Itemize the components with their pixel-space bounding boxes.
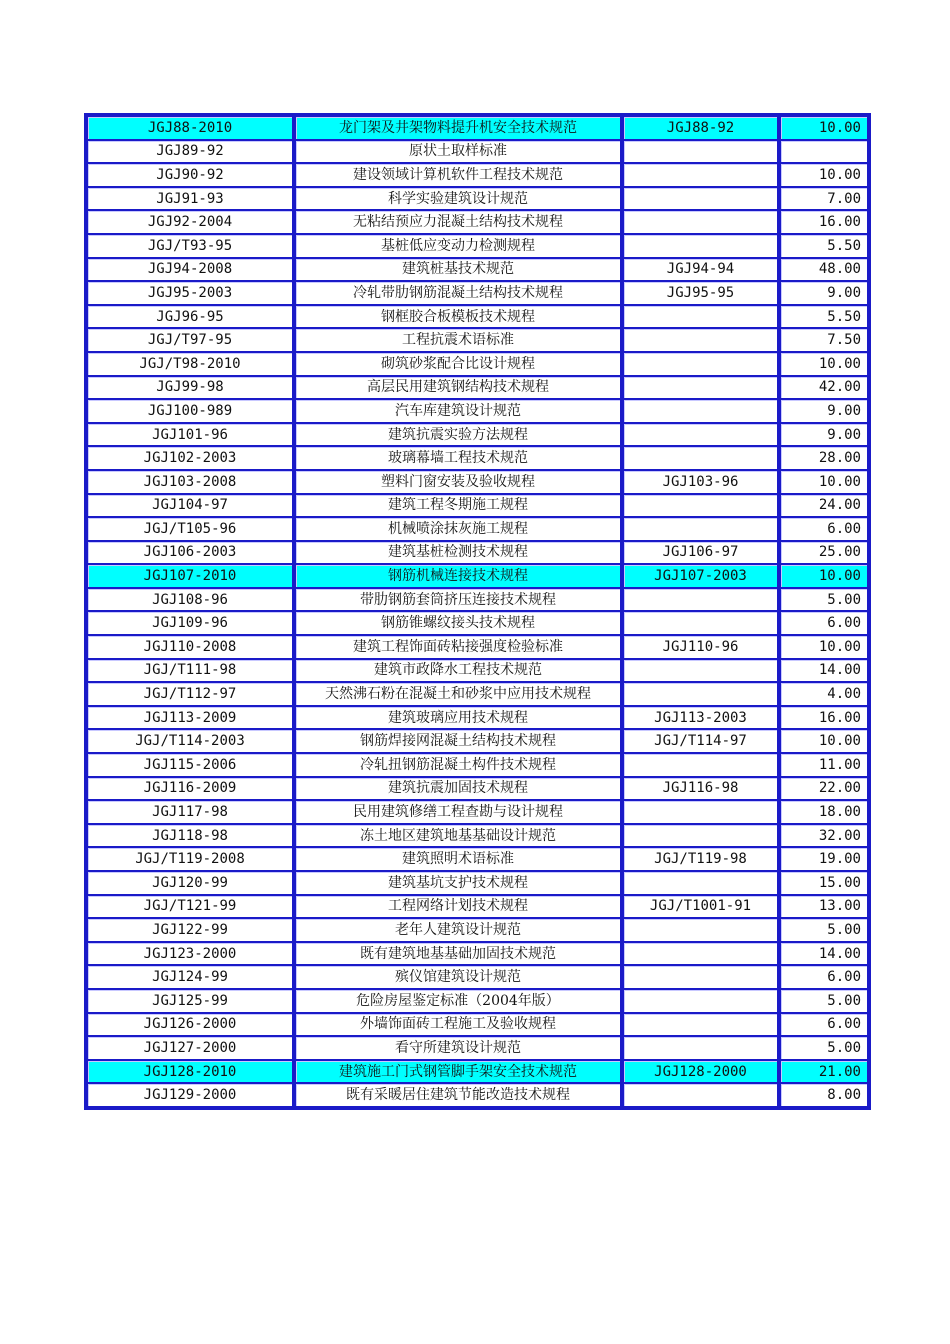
standard-code-cell: JGJ/T111-98 (87, 659, 293, 683)
price-cell: 10.00 (778, 564, 868, 588)
standard-code-cell: JGJ/T105-96 (87, 517, 293, 541)
table-row (87, 1013, 868, 1037)
replaced-code-cell (621, 352, 778, 376)
table-row (87, 163, 868, 187)
replaced-code-cell: JGJ113-2003 (621, 706, 778, 730)
table-row (87, 210, 868, 234)
table-row (87, 328, 868, 352)
replaced-code-cell (621, 1036, 778, 1060)
replaced-code-cell (621, 659, 778, 683)
replaced-code-cell (621, 824, 778, 848)
standard-name-cell: 民用建筑修缮工程查勘与设计规程 (293, 800, 621, 824)
table-row (87, 116, 868, 140)
standard-name-cell: 科学实验建筑设计规范 (293, 187, 621, 211)
standard-name-cell: 建筑市政降水工程技术规范 (293, 659, 621, 683)
price-cell: 13.00 (778, 895, 868, 919)
standard-code-cell: JGJ115-2006 (87, 753, 293, 777)
price-cell: 10.00 (778, 635, 868, 659)
standard-name-cell: 塑料门窗安装及验收规程 (293, 470, 621, 494)
standard-code-cell: JGJ/T121-99 (87, 895, 293, 919)
replaced-code-cell (621, 328, 778, 352)
price-cell: 19.00 (778, 847, 868, 871)
standard-name-cell: 建筑桩基技术规范 (293, 258, 621, 282)
standard-name-cell: 砌筑砂浆配合比设计规程 (293, 352, 621, 376)
standard-code-cell: JGJ104-97 (87, 494, 293, 518)
standard-code-cell: JGJ109-96 (87, 611, 293, 635)
replaced-code-cell: JGJ106-97 (621, 541, 778, 565)
standard-code-cell: JGJ117-98 (87, 800, 293, 824)
price-cell: 10.00 (778, 729, 868, 753)
standard-code-cell: JGJ90-92 (87, 163, 293, 187)
standard-name-cell: 工程抗震术语标准 (293, 328, 621, 352)
price-cell: 6.00 (778, 611, 868, 635)
standard-name-cell: 看守所建筑设计规范 (293, 1036, 621, 1060)
replaced-code-cell (621, 588, 778, 612)
standard-code-cell: JGJ122-99 (87, 918, 293, 942)
table-row (87, 517, 868, 541)
table-row (87, 446, 868, 470)
price-cell: 8.00 (778, 1083, 868, 1107)
standard-code-cell: JGJ95-2003 (87, 281, 293, 305)
replaced-code-cell: JGJ116-98 (621, 777, 778, 801)
replaced-code-cell (621, 376, 778, 400)
table-row (87, 989, 868, 1013)
standard-name-cell: 天然沸石粉在混凝土和砂浆中应用技术规程 (293, 682, 621, 706)
table-row (87, 588, 868, 612)
price-cell: 6.00 (778, 965, 868, 989)
price-cell: 10.00 (778, 352, 868, 376)
table-row (87, 470, 868, 494)
standard-name-cell: 汽车库建筑设计规范 (293, 399, 621, 423)
replaced-code-cell (621, 399, 778, 423)
replaced-code-cell (621, 942, 778, 966)
standard-name-cell: 原状土取样标准 (293, 140, 621, 164)
standard-name-cell: 高层民用建筑钢结构技术规程 (293, 376, 621, 400)
standard-code-cell: JGJ102-2003 (87, 446, 293, 470)
standard-code-cell: JGJ/T114-2003 (87, 729, 293, 753)
table-row (87, 376, 868, 400)
standard-code-cell: JGJ/T97-95 (87, 328, 293, 352)
table-row (87, 682, 868, 706)
table-row (87, 942, 868, 966)
table-row (87, 258, 868, 282)
standard-name-cell: 无粘结预应力混凝土结构技术规程 (293, 210, 621, 234)
table-body (87, 116, 868, 1107)
price-cell: 15.00 (778, 871, 868, 895)
replaced-code-cell (621, 305, 778, 329)
table-row (87, 140, 868, 164)
standard-name-cell: 钢筋锥螺纹接头技术规程 (293, 611, 621, 635)
standard-code-cell: JGJ126-2000 (87, 1013, 293, 1037)
standard-name-cell: 冷轧扭钢筋混凝土构件技术规程 (293, 753, 621, 777)
price-cell: 22.00 (778, 777, 868, 801)
table-row (87, 352, 868, 376)
table-row (87, 965, 868, 989)
standard-code-cell: JGJ/T119-2008 (87, 847, 293, 871)
table-row (87, 777, 868, 801)
standard-name-cell: 建筑基坑支护技术规程 (293, 871, 621, 895)
replaced-code-cell (621, 918, 778, 942)
standard-name-cell: 建设领域计算机软件工程技术规范 (293, 163, 621, 187)
replaced-code-cell: JGJ/T119-98 (621, 847, 778, 871)
replaced-code-cell (621, 163, 778, 187)
table-row (87, 706, 868, 730)
standard-name-cell: 冻土地区建筑地基基础设计规范 (293, 824, 621, 848)
price-cell: 48.00 (778, 258, 868, 282)
standard-code-cell: JGJ107-2010 (87, 564, 293, 588)
standard-code-cell: JGJ113-2009 (87, 706, 293, 730)
standard-code-cell: JGJ127-2000 (87, 1036, 293, 1060)
standard-code-cell: JGJ110-2008 (87, 635, 293, 659)
standard-code-cell: JGJ118-98 (87, 824, 293, 848)
replaced-code-cell (621, 210, 778, 234)
table-row (87, 1083, 868, 1107)
replaced-code-cell (621, 187, 778, 211)
replaced-code-cell: JGJ/T1001-91 (621, 895, 778, 919)
price-cell: 10.00 (778, 116, 868, 140)
standard-name-cell: 建筑工程冬期施工规程 (293, 494, 621, 518)
standard-name-cell: 建筑抗震加固技术规程 (293, 777, 621, 801)
standard-code-cell: JGJ/T112-97 (87, 682, 293, 706)
standard-name-cell: 钢筋焊接网混凝土结构技术规程 (293, 729, 621, 753)
replaced-code-cell (621, 517, 778, 541)
price-cell: 21.00 (778, 1060, 868, 1084)
standard-code-cell: JGJ124-99 (87, 965, 293, 989)
replaced-code-cell (621, 423, 778, 447)
standard-name-cell: 龙门架及井架物料提升机安全技术规范 (293, 116, 621, 140)
table-row (87, 871, 868, 895)
table-row (87, 399, 868, 423)
standard-code-cell: JGJ92-2004 (87, 210, 293, 234)
price-cell: 42.00 (778, 376, 868, 400)
standard-code-cell: JGJ116-2009 (87, 777, 293, 801)
standard-name-cell: 建筑施工门式钢管脚手架安全技术规范 (293, 1060, 621, 1084)
replaced-code-cell (621, 234, 778, 258)
standard-code-cell: JGJ101-96 (87, 423, 293, 447)
price-cell: 24.00 (778, 494, 868, 518)
standard-code-cell: JGJ106-2003 (87, 541, 293, 565)
table-row (87, 564, 868, 588)
standard-name-cell: 建筑基桩检测技术规程 (293, 541, 621, 565)
price-cell: 32.00 (778, 824, 868, 848)
replaced-code-cell: JGJ/T114-97 (621, 729, 778, 753)
price-cell: 18.00 (778, 800, 868, 824)
price-cell: 7.50 (778, 328, 868, 352)
replaced-code-cell (621, 1083, 778, 1107)
standard-code-cell: JGJ108-96 (87, 588, 293, 612)
table-row (87, 729, 868, 753)
replaced-code-cell (621, 989, 778, 1013)
price-cell: 14.00 (778, 942, 868, 966)
standard-code-cell: JGJ91-93 (87, 187, 293, 211)
standard-code-cell: JGJ99-98 (87, 376, 293, 400)
table-row (87, 281, 868, 305)
standard-name-cell: 钢框胶合板模板技术规程 (293, 305, 621, 329)
standard-code-cell: JGJ125-99 (87, 989, 293, 1013)
table-row (87, 824, 868, 848)
standard-name-cell: 机械喷涂抹灰施工规程 (293, 517, 621, 541)
table-row (87, 753, 868, 777)
price-cell: 25.00 (778, 541, 868, 565)
table-row (87, 659, 868, 683)
price-cell: 14.00 (778, 659, 868, 683)
standard-name-cell: 基桩低应变动力检测规程 (293, 234, 621, 258)
price-cell: 10.00 (778, 163, 868, 187)
replaced-code-cell (621, 682, 778, 706)
standard-code-cell: JGJ123-2000 (87, 942, 293, 966)
price-cell: 5.50 (778, 234, 868, 258)
price-cell: 6.00 (778, 1013, 868, 1037)
replaced-code-cell (621, 753, 778, 777)
price-cell: 4.00 (778, 682, 868, 706)
standard-code-cell: JGJ103-2008 (87, 470, 293, 494)
standard-name-cell: 既有建筑地基基础加固技术规范 (293, 942, 621, 966)
standard-code-cell: JGJ96-95 (87, 305, 293, 329)
table-row (87, 847, 868, 871)
price-cell: 9.00 (778, 281, 868, 305)
table-row (87, 895, 868, 919)
standard-code-cell: JGJ100-989 (87, 399, 293, 423)
standard-name-cell: 建筑玻璃应用技术规程 (293, 706, 621, 730)
price-cell: 9.00 (778, 399, 868, 423)
standards-table (84, 113, 871, 1110)
standard-name-cell: 既有采暖居住建筑节能改造技术规程 (293, 1083, 621, 1107)
standard-name-cell: 工程网络计划技术规程 (293, 895, 621, 919)
replaced-code-cell: JGJ128-2000 (621, 1060, 778, 1084)
table-row (87, 918, 868, 942)
table-row (87, 187, 868, 211)
replaced-code-cell: JGJ95-95 (621, 281, 778, 305)
standard-name-cell: 建筑照明术语标准 (293, 847, 621, 871)
price-cell: 16.00 (778, 210, 868, 234)
replaced-code-cell (621, 494, 778, 518)
price-cell: 5.00 (778, 918, 868, 942)
standard-name-cell: 冷轧带肋钢筋混凝土结构技术规程 (293, 281, 621, 305)
replaced-code-cell: JGJ110-96 (621, 635, 778, 659)
table-row (87, 494, 868, 518)
replaced-code-cell: JGJ107-2003 (621, 564, 778, 588)
standard-name-cell: 玻璃幕墙工程技术规范 (293, 446, 621, 470)
price-cell: 5.00 (778, 989, 868, 1013)
price-cell: 6.00 (778, 517, 868, 541)
replaced-code-cell (621, 800, 778, 824)
table-row (87, 234, 868, 258)
replaced-code-cell: JGJ94-94 (621, 258, 778, 282)
table-row (87, 611, 868, 635)
standard-code-cell: JGJ129-2000 (87, 1083, 293, 1107)
table-row (87, 541, 868, 565)
replaced-code-cell (621, 446, 778, 470)
price-cell (778, 140, 868, 164)
standard-name-cell: 建筑工程饰面砖粘接强度检验标准 (293, 635, 621, 659)
replaced-code-cell: JGJ88-92 (621, 116, 778, 140)
price-cell: 28.00 (778, 446, 868, 470)
price-cell: 16.00 (778, 706, 868, 730)
standard-name-cell: 危险房屋鉴定标准（2004年版） (293, 989, 621, 1013)
standard-code-cell: JGJ/T98-2010 (87, 352, 293, 376)
replaced-code-cell (621, 140, 778, 164)
standard-code-cell: JGJ120-99 (87, 871, 293, 895)
price-cell: 5.00 (778, 1036, 868, 1060)
standard-code-cell: JGJ/T93-95 (87, 234, 293, 258)
standard-name-cell: 建筑抗震实验方法规程 (293, 423, 621, 447)
price-cell: 10.00 (778, 470, 868, 494)
standard-name-cell: 钢筋机械连接技术规程 (293, 564, 621, 588)
replaced-code-cell (621, 965, 778, 989)
replaced-code-cell: JGJ103-96 (621, 470, 778, 494)
standard-name-cell: 殡仪馆建筑设计规范 (293, 965, 621, 989)
price-cell: 9.00 (778, 423, 868, 447)
standard-code-cell: JGJ128-2010 (87, 1060, 293, 1084)
table-row (87, 305, 868, 329)
table-row (87, 423, 868, 447)
price-cell: 11.00 (778, 753, 868, 777)
replaced-code-cell (621, 871, 778, 895)
price-cell: 5.50 (778, 305, 868, 329)
price-cell: 7.00 (778, 187, 868, 211)
table-row (87, 800, 868, 824)
standard-code-cell: JGJ89-92 (87, 140, 293, 164)
replaced-code-cell (621, 1013, 778, 1037)
standard-name-cell: 带肋钢筋套筒挤压连接技术规程 (293, 588, 621, 612)
table-row (87, 1036, 868, 1060)
price-cell: 5.00 (778, 588, 868, 612)
replaced-code-cell (621, 611, 778, 635)
table-row (87, 635, 868, 659)
table-row (87, 1060, 868, 1084)
standard-code-cell: JGJ94-2008 (87, 258, 293, 282)
standard-name-cell: 老年人建筑设计规范 (293, 918, 621, 942)
standard-name-cell: 外墙饰面砖工程施工及验收规程 (293, 1013, 621, 1037)
standard-code-cell: JGJ88-2010 (87, 116, 293, 140)
